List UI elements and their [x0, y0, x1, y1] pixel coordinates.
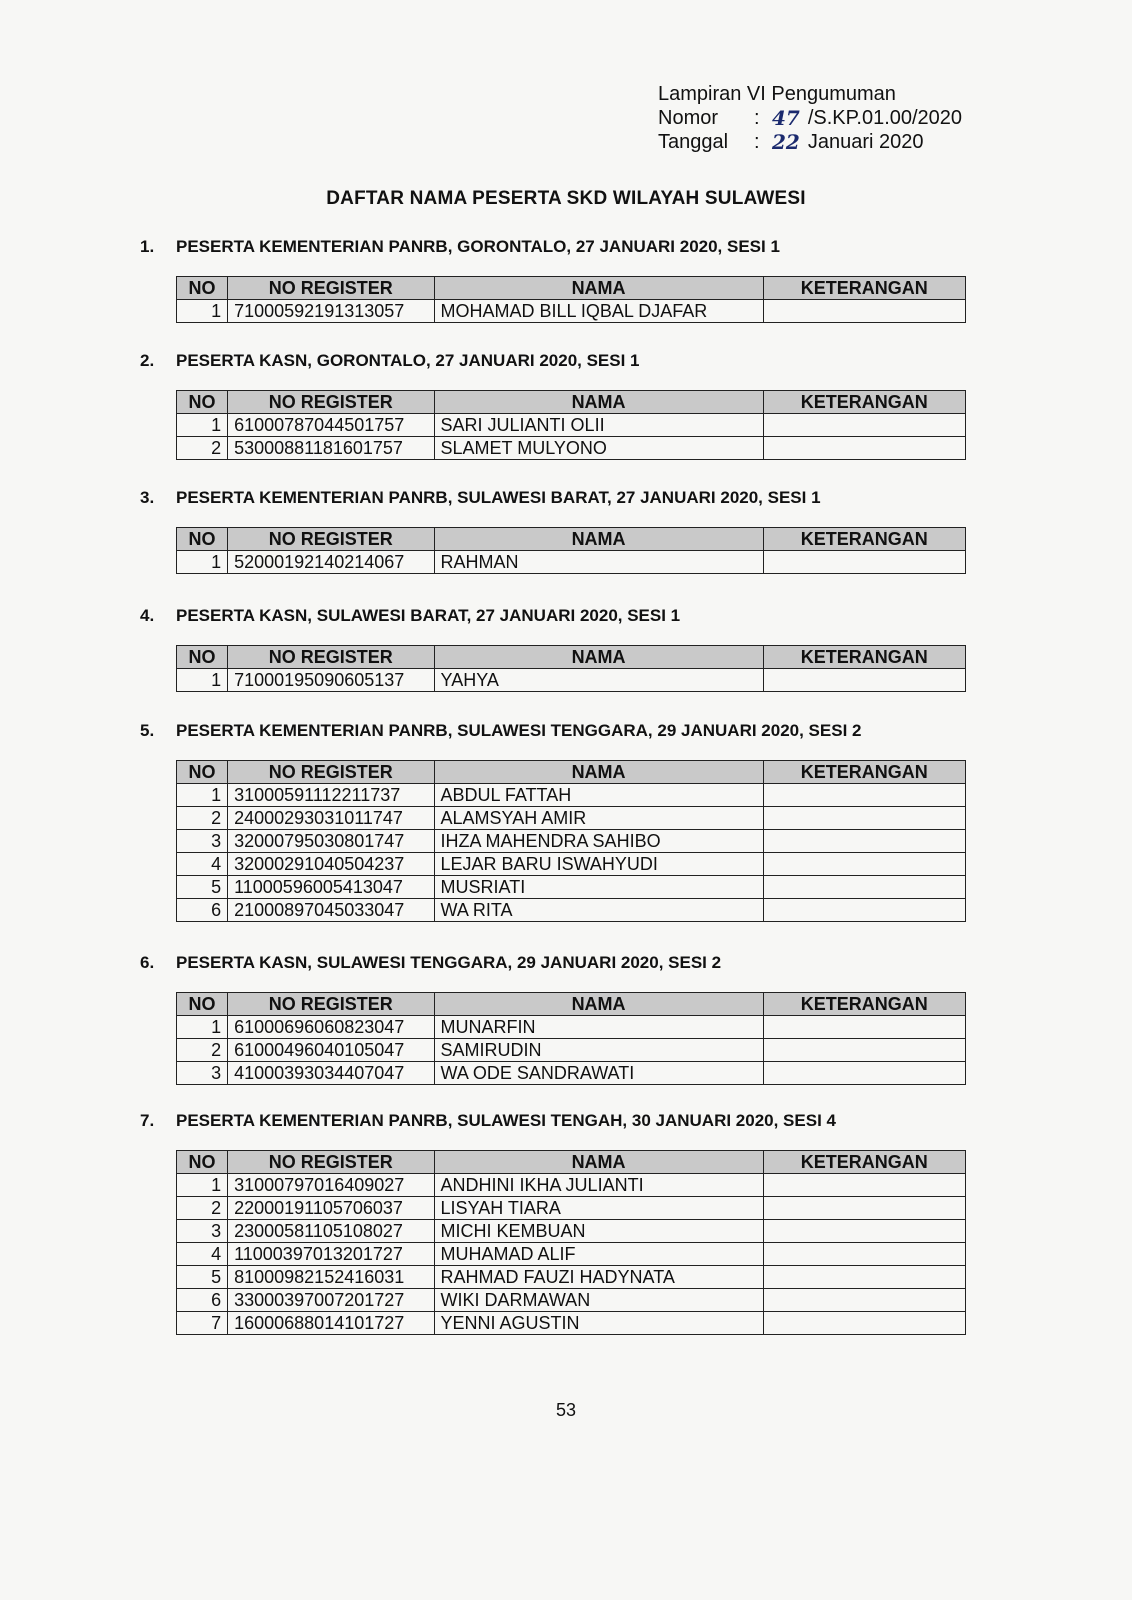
- cell-register: 16000688014101727: [228, 1312, 434, 1335]
- cell-keterangan: [763, 807, 965, 830]
- col-header-register: NO REGISTER: [228, 528, 434, 551]
- section-heading-text: PESERTA KASN, GORONTALO, 27 JANUARI 2020, SESI 1: [176, 351, 640, 370]
- table-header-row: [177, 277, 966, 300]
- cell-keterangan: [763, 853, 965, 876]
- section-number: 7.: [140, 1111, 155, 1130]
- cell-nama: ALAMSYAH AMIR: [434, 807, 763, 830]
- section-heading: [140, 605, 970, 627]
- table-row: [177, 1062, 966, 1085]
- cell-no: 5: [177, 1266, 228, 1289]
- col-header-nama: NAMA: [434, 993, 763, 1016]
- cell-nama: RAHMAD FAUZI HADYNATA: [434, 1266, 763, 1289]
- col-header-keterangan: KETERANGAN: [763, 528, 965, 551]
- table-row: [177, 807, 966, 830]
- cell-register: 53000881181601757: [228, 437, 434, 460]
- section-heading-text: PESERTA KEMENTERIAN PANRB, SULAWESI BARAT, 27 JANUARI 2020, SESI 1: [176, 488, 821, 507]
- table-row: [177, 1243, 966, 1266]
- cell-keterangan: [763, 414, 965, 437]
- cell-keterangan: [763, 1062, 965, 1085]
- cell-nama: WA RITA: [434, 899, 763, 922]
- cell-register: 33000397007201727: [228, 1289, 434, 1312]
- cell-register: 61000787044501757: [228, 414, 434, 437]
- participants-table: [176, 992, 966, 1085]
- col-header-no: NO: [177, 993, 228, 1016]
- section-1: [140, 236, 970, 321]
- cell-nama: MUHAMAD ALIF: [434, 1243, 763, 1266]
- participants-table: [176, 276, 966, 323]
- cell-register: 71000592191313057: [228, 300, 434, 323]
- cell-no: 1: [177, 551, 228, 574]
- participants-table: [176, 390, 966, 460]
- cell-register: 22000191105706037: [228, 1197, 434, 1220]
- col-header-nama: NAMA: [434, 761, 763, 784]
- table-header-row: [177, 1151, 966, 1174]
- section-number: 3.: [140, 488, 155, 507]
- col-header-nama: NAMA: [434, 528, 763, 551]
- section-heading-text: PESERTA KEMENTERIAN PANRB, SULAWESI TENGGARA, 29 JANUARI 2020, SESI 2: [176, 721, 862, 740]
- table-row: [177, 414, 966, 437]
- section-heading-text: PESERTA KEMENTERIAN PANRB, GORONTALO, 27 JANUARI 2020, SESI 1: [176, 237, 780, 256]
- section-4: [140, 605, 970, 690]
- table-row: [177, 876, 966, 899]
- cell-register: 32000795030801747: [228, 830, 434, 853]
- section-heading: [140, 236, 970, 258]
- table-row: [177, 784, 966, 807]
- table-row: [177, 1289, 966, 1312]
- nomor-suffix: /S.KP.01.00/2020: [807, 107, 963, 129]
- cell-keterangan: [763, 876, 965, 899]
- participants-table: [176, 1150, 966, 1335]
- cell-no: 7: [177, 1312, 228, 1335]
- section-3: [140, 487, 970, 572]
- col-header-keterangan: KETERANGAN: [763, 391, 965, 414]
- col-header-keterangan: KETERANGAN: [763, 277, 965, 300]
- cell-no: 2: [177, 807, 228, 830]
- cell-nama: LISYAH TIARA: [434, 1197, 763, 1220]
- cell-no: 1: [177, 669, 228, 692]
- table-header-row: [177, 993, 966, 1016]
- col-header-keterangan: KETERANGAN: [763, 646, 965, 669]
- cell-register: 24000293031011747: [228, 807, 434, 830]
- participants-table: [176, 645, 966, 692]
- cell-nama: ANDHINI IKHA JULIANTI: [434, 1174, 763, 1197]
- cell-no: 1: [177, 784, 228, 807]
- cell-no: 6: [177, 899, 228, 922]
- cell-keterangan: [763, 1039, 965, 1062]
- cell-nama: ABDUL FATTAH: [434, 784, 763, 807]
- cell-keterangan: [763, 1174, 965, 1197]
- col-header-nama: NAMA: [434, 1151, 763, 1174]
- section-7: [140, 1110, 970, 1333]
- section-heading-text: PESERTA KASN, SULAWESI BARAT, 27 JANUARI 2020, SESI 1: [176, 606, 681, 625]
- table-row: [177, 853, 966, 876]
- section-heading: [140, 350, 970, 372]
- cell-no: 5: [177, 876, 228, 899]
- cell-nama: IHZA MAHENDRA SAHIBO: [434, 830, 763, 853]
- cell-keterangan: [763, 1266, 965, 1289]
- section-5: [140, 720, 970, 920]
- cell-keterangan: [763, 1016, 965, 1039]
- table-row: [177, 1266, 966, 1289]
- section-heading: [140, 952, 970, 974]
- cell-no: 1: [177, 414, 228, 437]
- cell-nama: MUNARFIN: [434, 1016, 763, 1039]
- table-row: [177, 669, 966, 692]
- col-header-register: NO REGISTER: [228, 1151, 434, 1174]
- col-header-keterangan: KETERANGAN: [763, 1151, 965, 1174]
- cell-register: 23000581105108027: [228, 1220, 434, 1243]
- cell-register: 61000496040105047: [228, 1039, 434, 1062]
- cell-keterangan: [763, 300, 965, 323]
- section-heading-text: PESERTA KEMENTERIAN PANRB, SULAWESI TENGAH, 30 JANUARI 2020, SESI 4: [176, 1111, 836, 1130]
- table-row: [177, 1197, 966, 1220]
- col-header-no: NO: [177, 1151, 228, 1174]
- table-row: [177, 1220, 966, 1243]
- cell-register: 81000982152416031: [228, 1266, 434, 1289]
- col-header-register: NO REGISTER: [228, 277, 434, 300]
- section-heading: [140, 487, 970, 509]
- tanggal-colon: :: [754, 131, 760, 153]
- tanggal-label: Tanggal: [658, 131, 729, 153]
- col-header-register: NO REGISTER: [228, 646, 434, 669]
- cell-nama: WIKI DARMAWAN: [434, 1289, 763, 1312]
- cell-keterangan: [763, 830, 965, 853]
- cell-no: 1: [177, 300, 228, 323]
- cell-nama: MUSRIATI: [434, 876, 763, 899]
- table-row: [177, 300, 966, 323]
- cell-nama: MICHI KEMBUAN: [434, 1220, 763, 1243]
- tanggal-suffix: Januari 2020: [807, 131, 924, 153]
- table-header-row: [177, 391, 966, 414]
- cell-nama: YAHYA: [434, 669, 763, 692]
- cell-nama: SLAMET MULYONO: [434, 437, 763, 460]
- cell-no: 2: [177, 437, 228, 460]
- col-header-no: NO: [177, 528, 228, 551]
- col-header-no: NO: [177, 277, 228, 300]
- table-header-row: [177, 528, 966, 551]
- table-row: [177, 1312, 966, 1335]
- section-heading-text: PESERTA KASN, SULAWESI TENGGARA, 29 JANUARI 2020, SESI 2: [176, 953, 722, 972]
- table-row: [177, 830, 966, 853]
- participants-table: [176, 527, 966, 574]
- cell-keterangan: [763, 1197, 965, 1220]
- cell-no: 2: [177, 1039, 228, 1062]
- cell-register: 41000393034407047: [228, 1062, 434, 1085]
- participants-table: [176, 760, 966, 922]
- cell-register: 31000591112211737: [228, 784, 434, 807]
- table-row: [177, 1039, 966, 1062]
- cell-keterangan: [763, 1220, 965, 1243]
- cell-nama: SARI JULIANTI OLII: [434, 414, 763, 437]
- col-header-nama: NAMA: [434, 391, 763, 414]
- section-number: 4.: [140, 606, 155, 625]
- cell-keterangan: [763, 551, 965, 574]
- section-number: 1.: [140, 237, 155, 256]
- nomor-handwritten-number: 47: [772, 106, 800, 130]
- col-header-register: NO REGISTER: [228, 391, 434, 414]
- cell-nama: RAHMAN: [434, 551, 763, 574]
- cell-keterangan: [763, 784, 965, 807]
- nomor-colon: :: [754, 107, 760, 129]
- col-header-no: NO: [177, 646, 228, 669]
- cell-register: 71000195090605137: [228, 669, 434, 692]
- header-line-lampiran: Lampiran VI Pengumuman: [658, 83, 896, 105]
- section-heading: [140, 1110, 970, 1132]
- page-number: 53: [555, 1400, 577, 1420]
- cell-register: 32000291040504237: [228, 853, 434, 876]
- cell-no: 1: [177, 1016, 228, 1039]
- cell-keterangan: [763, 669, 965, 692]
- col-header-register: NO REGISTER: [228, 993, 434, 1016]
- cell-register: 21000897045033047: [228, 899, 434, 922]
- table-row: [177, 899, 966, 922]
- section-6: [140, 952, 970, 1083]
- cell-no: 4: [177, 1243, 228, 1266]
- col-header-register: NO REGISTER: [228, 761, 434, 784]
- cell-no: 6: [177, 1289, 228, 1312]
- cell-no: 3: [177, 1220, 228, 1243]
- section-number: 5.: [140, 721, 155, 740]
- cell-nama: LEJAR BARU ISWAHYUDI: [434, 853, 763, 876]
- header-row-nomor: [658, 106, 962, 130]
- table-header-row: [177, 761, 966, 784]
- col-header-no: NO: [177, 391, 228, 414]
- section-number: 6.: [140, 953, 155, 972]
- cell-no: 1: [177, 1174, 228, 1197]
- cell-no: 4: [177, 853, 228, 876]
- table-header-row: [177, 646, 966, 669]
- cell-register: 31000797016409027: [228, 1174, 434, 1197]
- section-number: 2.: [140, 351, 155, 370]
- cell-no: 2: [177, 1197, 228, 1220]
- col-header-keterangan: KETERANGAN: [763, 761, 965, 784]
- letter-header: [658, 82, 962, 154]
- table-row: [177, 1174, 966, 1197]
- cell-nama: MOHAMAD BILL IQBAL DJAFAR: [434, 300, 763, 323]
- col-header-no: NO: [177, 761, 228, 784]
- col-header-nama: NAMA: [434, 646, 763, 669]
- table-row: [177, 551, 966, 574]
- cell-keterangan: [763, 1312, 965, 1335]
- table-row: [177, 437, 966, 460]
- cell-keterangan: [763, 899, 965, 922]
- cell-nama: SAMIRUDIN: [434, 1039, 763, 1062]
- tanggal-handwritten-day: 22: [772, 130, 800, 154]
- section-2: [140, 350, 970, 458]
- section-heading: [140, 720, 970, 742]
- cell-keterangan: [763, 437, 965, 460]
- cell-no: 3: [177, 1062, 228, 1085]
- nomor-label: Nomor: [658, 107, 719, 129]
- cell-nama: YENNI AGUSTIN: [434, 1312, 763, 1335]
- col-header-nama: NAMA: [434, 277, 763, 300]
- cell-nama: WA ODE SANDRAWATI: [434, 1062, 763, 1085]
- cell-register: 11000596005413047: [228, 876, 434, 899]
- col-header-keterangan: KETERANGAN: [763, 993, 965, 1016]
- cell-keterangan: [763, 1243, 965, 1266]
- header-row-tanggal: [658, 130, 962, 154]
- document-title: DAFTAR NAMA PESERTA SKD WILAYAH SULAWESI: [326, 188, 806, 209]
- cell-no: 3: [177, 830, 228, 853]
- cell-register: 61000696060823047: [228, 1016, 434, 1039]
- cell-register: 11000397013201727: [228, 1243, 434, 1266]
- cell-keterangan: [763, 1289, 965, 1312]
- table-row: [177, 1016, 966, 1039]
- cell-register: 52000192140214067: [228, 551, 434, 574]
